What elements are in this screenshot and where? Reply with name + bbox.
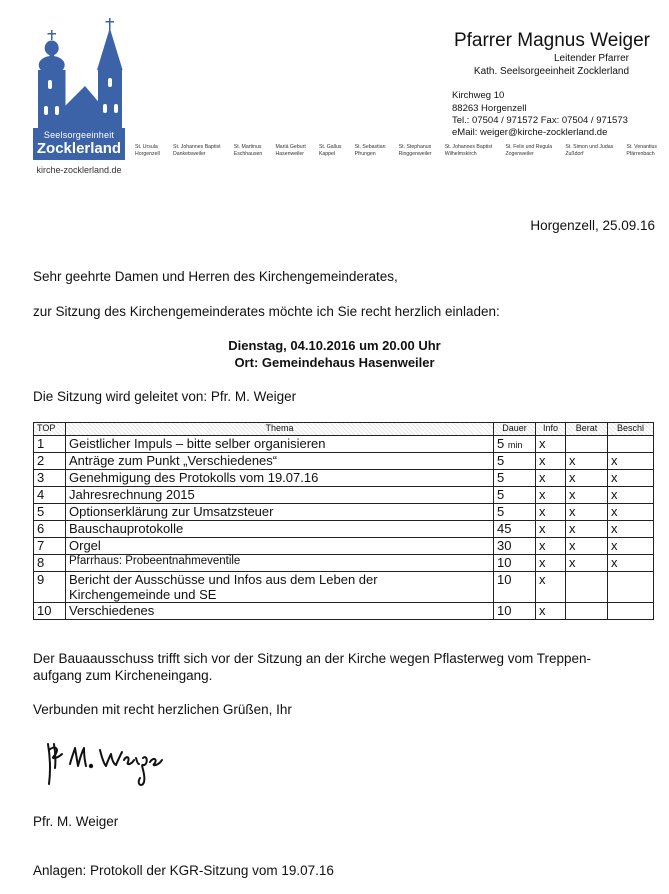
parish-item: St. Ursula Horgenzell <box>135 144 160 157</box>
row-info: x <box>536 504 566 521</box>
meeting-chair: Die Sitzung wird geleitet von: Pfr. M. Weiger <box>33 389 297 404</box>
address-phone: Tel.: 07504 / 971572 Fax: 07504 / 971573 <box>452 115 628 126</box>
header-top: TOP <box>34 423 66 436</box>
row-advise: x <box>566 453 608 470</box>
table-row <box>34 470 654 487</box>
parish-item: St. Stephanus Ringgenweiler <box>398 144 432 157</box>
sender-name: Pfarrer Magnus Weiger <box>453 30 650 51</box>
row-number: 9 <box>34 572 66 603</box>
meeting-date: Dienstag, 04.10.2016 um 20.00 Uhr <box>228 338 441 353</box>
row-topic: Anträge zum Punkt „Verschiedenes“ <box>66 453 494 470</box>
parish-item: St. Simon und Judas Zußdorf <box>565 144 614 157</box>
row-decide: x <box>608 538 654 555</box>
table-row <box>34 504 654 521</box>
row-duration: 10 <box>494 572 536 603</box>
logo-text-line2: Zocklerland <box>36 140 122 157</box>
row-info: x <box>536 555 566 572</box>
parish-item: St. Johannes Baptist Danketsweiler <box>172 144 221 157</box>
row-advise: x <box>566 504 608 521</box>
row-topic: Pfarrhaus: Probeentnahmeventile <box>66 555 494 572</box>
invitation-text: zur Sitzung des Kirchengemeinderates möchte ich Sie recht herzlich einladen: <box>33 304 500 319</box>
row-advise <box>566 603 608 620</box>
row-info: x <box>536 436 566 453</box>
table-row <box>34 521 654 538</box>
row-duration: 30 <box>494 538 536 555</box>
salutation: Sehr geehrte Damen und Herren des Kirchengemeinderates, <box>33 269 398 284</box>
row-topic: Bericht der Ausschüsse und Infos aus dem Leben der Kirchengemeinde und SE <box>66 572 494 603</box>
row-advise: x <box>566 555 608 572</box>
row-info: x <box>536 470 566 487</box>
table-row <box>34 555 654 572</box>
row-duration: 5 <box>494 470 536 487</box>
address-email: eMail: weiger@kirche-zocklerland.de <box>452 127 608 138</box>
row-topic: Optionserklärung zur Umsatzsteuer <box>66 504 494 521</box>
parish-item: St. Felix und Regula Zogenweiler <box>505 144 553 157</box>
header-topic: Thema <box>66 423 494 436</box>
closing: Verbunden mit recht herzlichen Grüßen, Ihr <box>33 702 292 717</box>
row-number: 1 <box>34 436 66 453</box>
parish-item: Mariä Geburt Hasenweiler <box>275 144 306 157</box>
row-duration: 10 <box>494 555 536 572</box>
row-topic: Bauschauprotokolle <box>66 521 494 538</box>
row-decide: x <box>608 504 654 521</box>
row-decide: x <box>608 470 654 487</box>
row-number: 7 <box>34 538 66 555</box>
row-duration: 10 <box>494 603 536 620</box>
row-topic: Geistlicher Impuls – bitte selber organisieren <box>66 436 494 453</box>
row-info: x <box>536 521 566 538</box>
row-info: x <box>536 603 566 620</box>
meeting-location: Ort: Gemeindehaus Hasenweiler <box>234 355 435 370</box>
parish-item: St. Johannes Baptist Wilhelmskirch <box>444 144 493 157</box>
row-number: 10 <box>34 603 66 620</box>
row-decide <box>608 603 654 620</box>
header-advise: Berat <box>566 423 608 436</box>
row-advise: x <box>566 487 608 504</box>
row-duration: 45 <box>494 521 536 538</box>
attachments: Anlagen: Protokoll der KGR-Sitzung vom 19.07.16 <box>33 863 334 878</box>
row-duration: 5 <box>494 504 536 521</box>
row-number: 2 <box>34 453 66 470</box>
header-info: Info <box>536 423 566 436</box>
table-row <box>34 538 654 555</box>
row-topic: Verschiedenes <box>66 603 494 620</box>
row-decide: x <box>608 487 654 504</box>
table-row <box>34 487 654 504</box>
row-decide <box>608 436 654 453</box>
table-row <box>34 603 654 620</box>
sender-unit: Kath. Seelsorgeeinheit Zocklerland <box>473 66 629 77</box>
row-number: 3 <box>34 470 66 487</box>
parish-item: St. Venantius Pfärrenbach <box>626 144 657 157</box>
row-number: 6 <box>34 521 66 538</box>
note-line-1: Der Bauaausschuss trifft sich vor der Sitzung an der Kirche wegen Pflasterweg vom Treppen- <box>33 651 592 666</box>
parish-item: St. Gallus Kappel <box>318 144 342 157</box>
row-duration: 5 <box>494 487 536 504</box>
row-topic: Genehmigung des Protokolls vom 19.07.16 <box>66 470 494 487</box>
row-decide: x <box>608 521 654 538</box>
header-decide: Beschl <box>608 423 654 436</box>
row-advise <box>566 436 608 453</box>
row-advise: x <box>566 538 608 555</box>
parish-item: St. Martinus Eschhausen <box>233 144 263 157</box>
parish-item: St. Sebastian Pfrungen <box>354 144 386 157</box>
letter-date: Horgenzell, 25.09.16 <box>530 218 655 233</box>
address-street: Kirchweg 10 <box>452 90 505 101</box>
logo-text-line1: Seelsorgeeinheit <box>43 130 115 140</box>
row-duration: 5 min <box>494 436 536 453</box>
row-advise: x <box>566 470 608 487</box>
row-decide: x <box>608 555 654 572</box>
signature-icon <box>40 738 180 788</box>
logo-url: kirche-zocklerland.de <box>36 165 122 175</box>
row-duration: 5 <box>494 453 536 470</box>
address-city: 88263 Horgenzell <box>452 103 527 114</box>
table-row <box>34 436 654 453</box>
agenda-table <box>33 422 654 620</box>
agenda-header-row <box>34 423 654 436</box>
note-line-2: aufgang zum Kircheneingang. <box>33 668 213 683</box>
row-number: 5 <box>34 504 66 521</box>
table-row <box>34 453 654 470</box>
row-number: 8 <box>34 555 66 572</box>
parish-list <box>135 144 657 158</box>
row-info: x <box>536 572 566 603</box>
header-duration: Dauer <box>494 423 536 436</box>
row-advise: x <box>566 521 608 538</box>
row-info: x <box>536 453 566 470</box>
row-topic: Orgel <box>66 538 494 555</box>
signer-name: Pfr. M. Weiger <box>33 814 119 829</box>
sender-role: Leitender Pfarrer <box>553 53 629 64</box>
table-row <box>34 572 654 603</box>
row-advise <box>566 572 608 603</box>
row-number: 4 <box>34 487 66 504</box>
row-info: x <box>536 538 566 555</box>
row-topic: Jahresrechnung 2015 <box>66 487 494 504</box>
row-info: x <box>536 487 566 504</box>
row-decide <box>608 572 654 603</box>
row-decide: x <box>608 453 654 470</box>
